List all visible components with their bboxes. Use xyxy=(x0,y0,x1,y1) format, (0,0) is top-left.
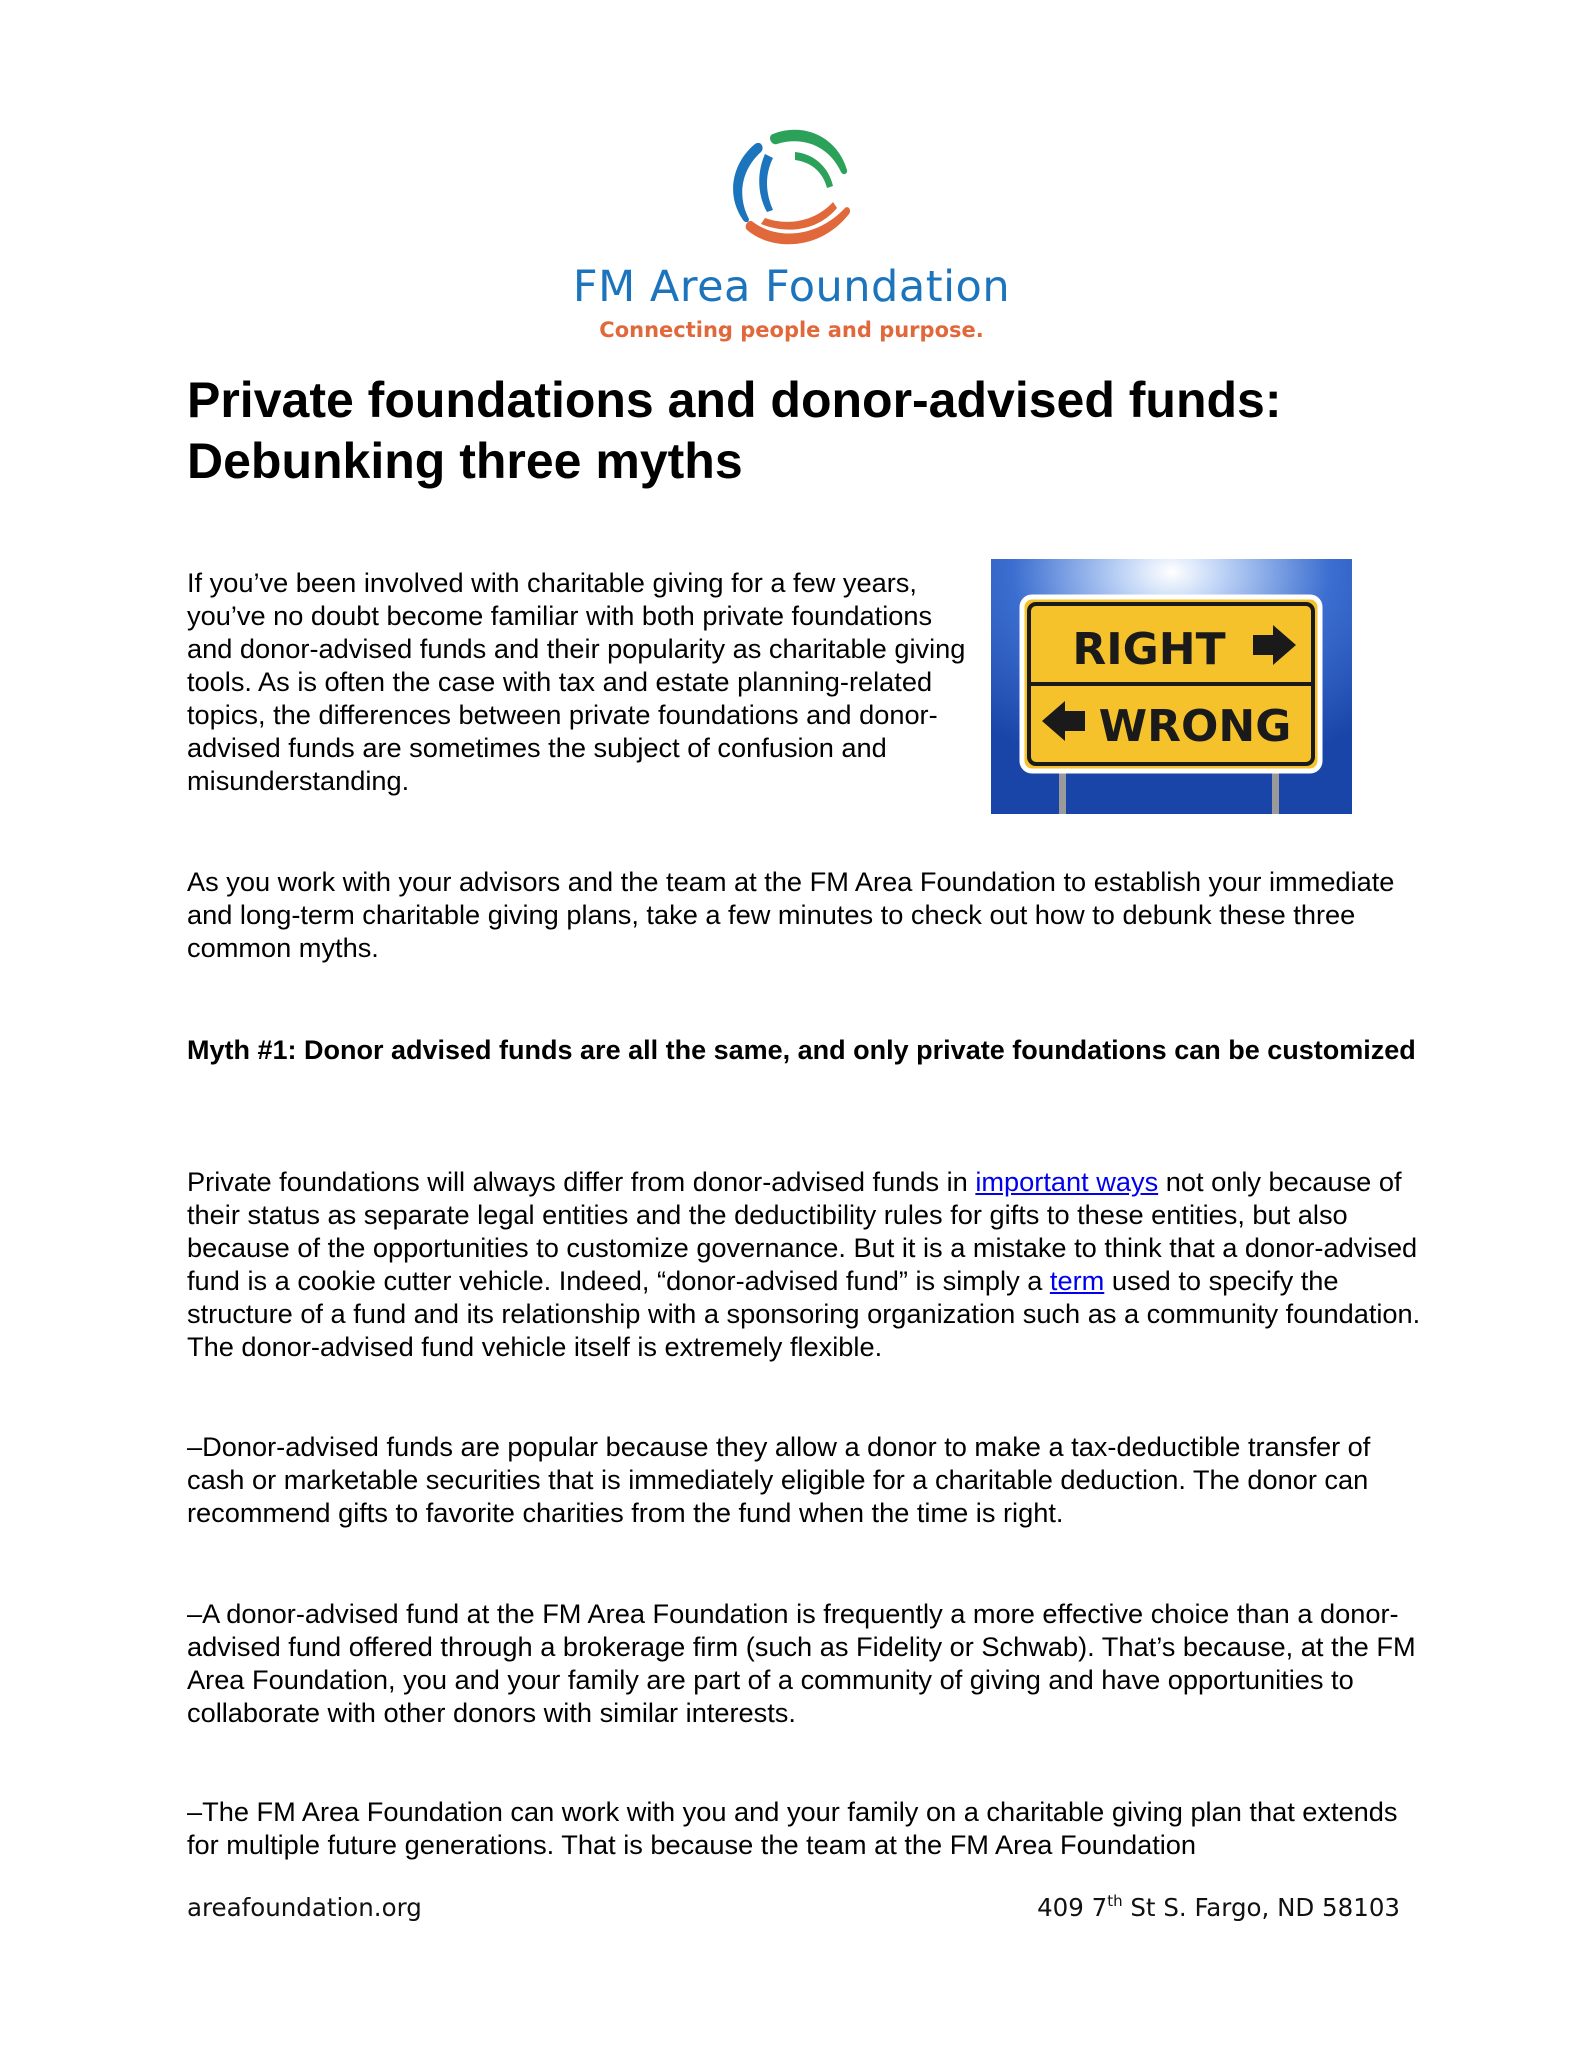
important-ways-link[interactable]: important ways xyxy=(975,1166,1159,1197)
organization-name: FM Area Foundation xyxy=(572,262,1011,312)
right-wrong-sign-image xyxy=(991,559,1352,814)
advisors-paragraph: As you work with your advisors and the team at the FM Area Foundation to establish your immediate and long-term charitable giving plans, take a few minutes to check out how to debunk these three common myths. xyxy=(187,866,1395,963)
dash-paragraph-1: –Donor-advised funds are popular because they allow a donor to make a tax-deductible transfer of cash or marketable securities that is immediately eligible for a charitable deduction. The donor can recommend gifts to favorite charities from the fund when the time is right. xyxy=(187,1431,1371,1528)
dash-paragraph-3: –The FM Area Foundation can work with you and your family on a charitable giving plan that extends for multiple future generations. That is because the team at the FM Area Foundation xyxy=(187,1796,1398,1860)
private-foundations-paragraph xyxy=(187,1165,1427,1363)
sign-wrong-label: WRONG xyxy=(1098,701,1292,752)
private-paragraph-part-2: not only because of their status as separate legal entities and the deductibility rules for gifts to these entities, but also because of the opportunities to customize governance. But it is a mistake to think that a donor-advised fund is a cookie cutter vehicle. Indeed, “donor-advised fund” is simply a xyxy=(187,1166,1418,1296)
sign-right-label: RIGHT xyxy=(1072,624,1226,675)
fm-area-foundation-logo-icon xyxy=(725,122,855,252)
intro-paragraph: If you’ve been involved with charitable giving for a few years, you’ve no doubt become familiar with both private foundations and donor-advised funds and their popularity as charitable giving tools. As is often the case with tax and estate planning-related topics, the differences between private foundations and donor-advised funds are sometimes the subject of confusion and misunderstanding. xyxy=(187,567,966,796)
footer-address-rest: St S. Fargo, ND 58103 xyxy=(1122,1893,1400,1922)
footer-website: areafoundation.org xyxy=(187,1893,422,1922)
private-paragraph-part-3: used to specify the structure of a fund and its relationship with a sponsoring organization such as a community foundation. The donor-advised fund vehicle itself is extremely flexible. xyxy=(187,1265,1421,1362)
organization-tagline: Connecting people and purpose. xyxy=(599,318,984,342)
footer-address-superscript: th xyxy=(1107,1892,1123,1910)
dash-paragraph-2: –A donor-advised fund at the FM Area Foundation is frequently a more effective choice than a donor-advised fund offered through a brokerage firm (such as Fidelity or Schwab). That’s because, at the FM Area Foundation, you and your family are part of a community of giving and have opportunities to collaborate with other donors with similar interests. xyxy=(187,1598,1416,1728)
footer-address xyxy=(1037,1893,1400,1923)
myth-1-heading: Myth #1: Donor advised funds are all the same, and only private foundations can be customized xyxy=(187,1035,1416,1065)
private-paragraph-part-1: Private foundations will always differ from donor-advised funds in xyxy=(187,1166,976,1197)
page-title-line-2: Debunking three myths xyxy=(187,433,743,489)
term-link[interactable]: term xyxy=(1049,1265,1105,1296)
footer-address-number: 409 7 xyxy=(1037,1893,1108,1922)
page-title xyxy=(187,370,1417,492)
page-title-line-1: Private foundations and donor-advised funds: xyxy=(187,372,1282,428)
